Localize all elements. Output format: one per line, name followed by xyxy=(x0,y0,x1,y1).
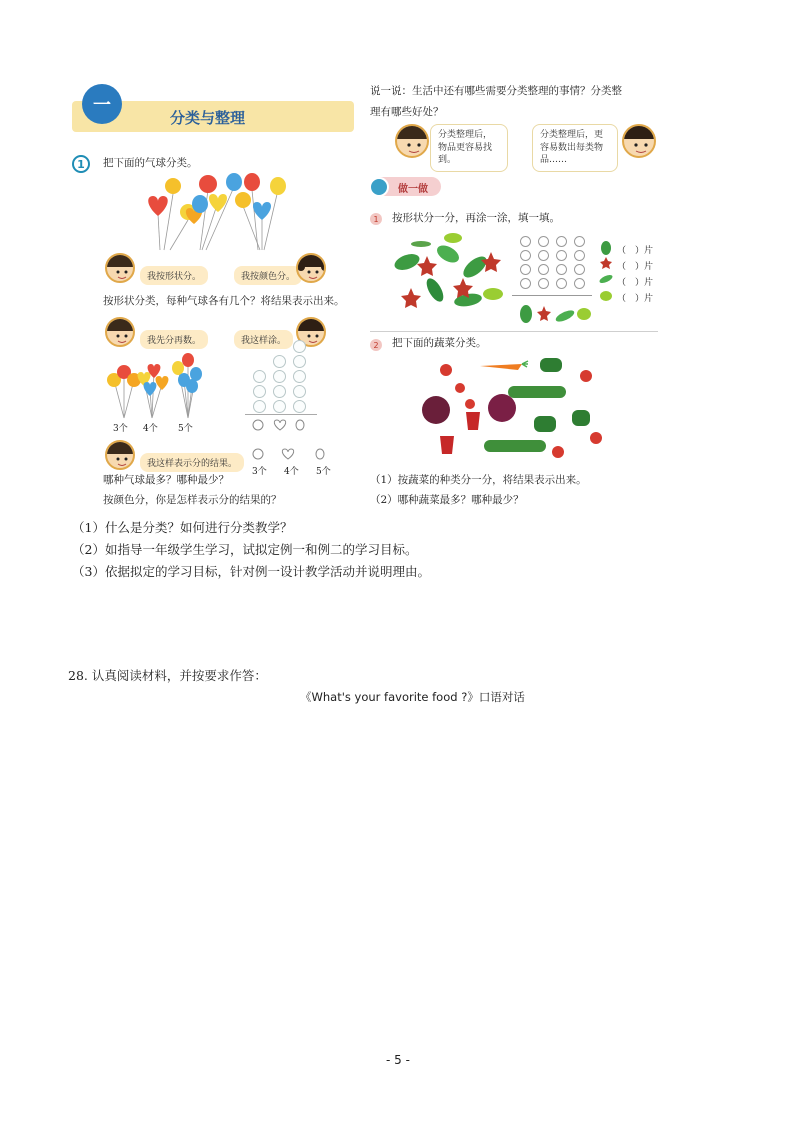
q28-label: 28. 认真阅读材料，并按要求作答： xyxy=(68,668,267,683)
girl-speech-bubble: 我按颜色分。 xyxy=(234,266,302,285)
doit-item2-number: 2 xyxy=(370,339,382,351)
leaves-illustration xyxy=(393,232,511,316)
doit-q2: （2）哪种蔬菜最多？哪种最少？ xyxy=(370,494,524,506)
boy-avatar-2 xyxy=(105,317,135,347)
q28-subtitle: 《What's your favorite food ?》口语对话 xyxy=(300,690,525,704)
question-most-least: 哪种气球最多？哪种最少？ xyxy=(103,474,229,486)
pencil-icon xyxy=(369,177,389,197)
count-label-right-1: 3个 xyxy=(252,467,267,477)
girl-avatar-discuss xyxy=(622,124,656,158)
unit-row-3: （ ）片 xyxy=(617,278,654,288)
vegetables-illustration xyxy=(418,352,618,470)
doit-q1: （1）按蔬菜的种类分一分，将结果表示出来。 xyxy=(370,474,587,486)
boy-avatar xyxy=(105,253,135,283)
grouped-balloons-illustration xyxy=(100,350,210,420)
boy-speech-bubble-2: 我先分再数。 xyxy=(140,330,208,349)
question-by-color: 按颜色分，你是怎样表示分的结果的？ xyxy=(103,494,282,506)
unit-row-4: （ ）片 xyxy=(617,294,654,304)
question-2: （2）如指导一年级学生学习，试拟定例一和例二的学习目标。 xyxy=(72,542,418,557)
count-label-right-2: 4个 xyxy=(284,467,299,477)
question-1: （1）什么是分类？如何进行分类教学？ xyxy=(72,520,293,535)
discuss-girl-bubble: 分类整理后，更容易数出每类物品…… xyxy=(532,124,618,172)
section-number-badge: 一 xyxy=(82,84,122,124)
tally-shape-icons xyxy=(250,417,320,437)
count-label-round: 3个 xyxy=(113,424,128,434)
girl-speech-bubble-2: 我这样涂。 xyxy=(234,330,293,349)
doit-item2-prompt: 把下面的蔬菜分类。 xyxy=(392,337,487,349)
doit-item1-prompt: 按形状分一分，再涂一涂，填一填。 xyxy=(392,212,560,224)
heart-balloon-red xyxy=(148,196,167,216)
doit-item1-number: 1 xyxy=(370,213,382,225)
count-label-right-3: 5个 xyxy=(316,467,331,477)
example-number-badge: 1 xyxy=(72,155,90,173)
unit-row-1: （ ）片 xyxy=(617,246,654,256)
divider xyxy=(370,331,658,332)
boy-speech-bubble: 我按形状分。 xyxy=(140,266,208,285)
section-title: 分类与整理 xyxy=(170,109,246,127)
leaf-category-icons xyxy=(518,300,594,326)
boy-speech-bubble-3: 我这样表示分的结果。 xyxy=(140,453,244,472)
discuss-line-1: 说一说：生活中还有哪些需要分类整理的事情？分类整 xyxy=(370,85,622,97)
question-by-shape: 按形状分类，每种气球各有几个？将结果表示出来。 xyxy=(103,295,345,307)
girl-avatar xyxy=(296,253,326,283)
question-3: （3）依据拟定的学习目标，针对例一设计教学活动并说明理由。 xyxy=(72,564,430,579)
boy-avatar-discuss xyxy=(395,124,429,158)
count-label-oval: 5个 xyxy=(178,424,193,434)
discuss-line-2: 理有哪些好处？ xyxy=(370,106,444,118)
unit-row-2: （ ）片 xyxy=(617,262,654,272)
count-label-heart: 4个 xyxy=(143,424,158,434)
unit-row-icons xyxy=(596,240,616,304)
balloons-illustration xyxy=(140,172,300,252)
boy-avatar-3 xyxy=(105,440,135,470)
outline-shapes-row xyxy=(250,446,330,466)
page-number: - 5 - xyxy=(386,1053,410,1067)
example-prompt: 把下面的气球分类。 xyxy=(103,157,198,169)
do-it-label: 做一做 xyxy=(398,184,428,195)
discuss-boy-bubble: 分类整理后，物品更容易找到。 xyxy=(430,124,508,172)
